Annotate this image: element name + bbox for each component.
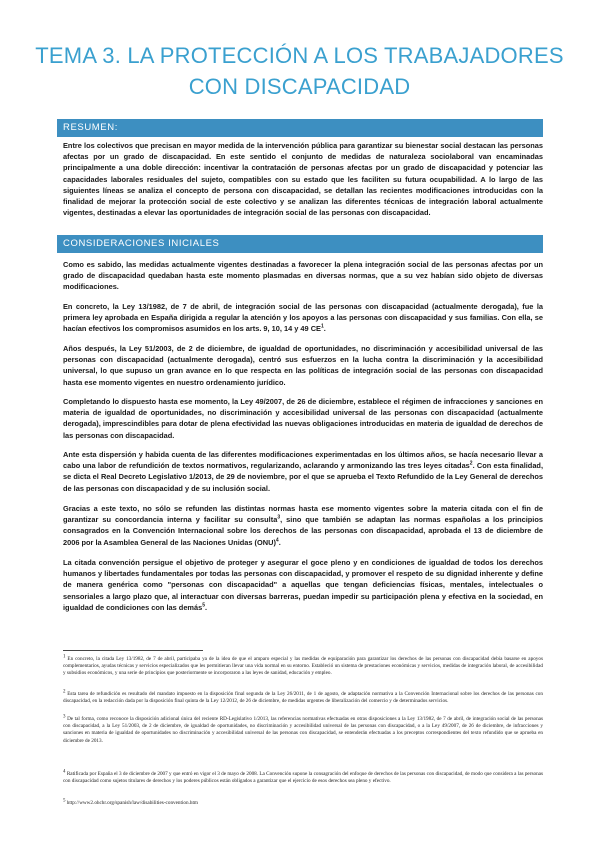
paragraph-2	[63, 301, 543, 335]
paragraph-5-text-b: . Con esta finalidad, se dicta el Real Decreto Legislativo 1/2013, de 29 de noviembre, por el que se aprueba el Texto Refundido de la Ley General de derechos de las personas con discapacidad y de su inclusión social.	[63, 461, 544, 493]
footnote-5	[63, 800, 543, 807]
paragraph-5-text-a: Ante esta dispersión y habida cuenta de las diferentes modificaciones experimentadas en los últimos años, se hacía necesario llevar a cabo una labor de refundición de textos normativos, regularizando, aclarando y armonizando las tres leyes citadas	[63, 450, 543, 471]
footnote-2-number: 2	[63, 689, 66, 695]
footnote-ref-3[interactable]: 3	[277, 514, 281, 521]
paragraph-6-text-b: , sino que también se adaptan las normas españolas a los principios consagrados en la Convención Internacional sobre los derechos de las personas con discapacidad, aprobada el 13 de diciembre de 2006 por la Asamblea General de las Naciones Unidas (ONU)	[63, 515, 543, 547]
page-title-line-1: TEMA 3. LA PROTECCIÓN A LOS TRABAJADORES	[35, 43, 564, 68]
paragraph-6	[63, 503, 543, 548]
footnote-1-number: 1	[63, 654, 66, 660]
footnote-4-number: 4	[63, 769, 66, 775]
footnote-1-text: En concreto, la citada Ley 13/1982, de 7 de abril, participaba ya de la idea de que el amparo especial y las medidas de equiparación para garantizar los derechos de las personas con discapacidad debía basarse en apoyos complementarios, ayudas técnicas y servicios especializados que les permitieran llevar una vida normal en su entorno. Estableció un sistema de prestaciones económicas y servicios, medidas de integración laboral, de accesibilidad y subsidios económicos, y una serie de principios que posteriormente se incorporaron a las leyes de sanidad, educación y empleo.	[63, 656, 544, 677]
page-title-line-2: CON DISCAPACIDAD	[188, 74, 411, 99]
paragraph-2-end: .	[323, 324, 326, 334]
paragraph-7	[63, 557, 543, 613]
footnote-3-number: 3	[63, 714, 66, 720]
paragraph-2-text: En concreto, la Ley 13/1982, de 7 de abril, de integración social de las personas con discapacidad (actualmente derogada), fue la primera ley aprobada en España dirigida a regular la atención y los apoyos a las personas con discapacidad y sus familias. Con ella, se hacían efectivos los compromisos asumidos en los arts. 9, 10, 14 y 49 CE	[63, 302, 543, 334]
resumen-text: Entre los colectivos que precisan en mayor medida de la intervención pública para garantizar su bienestar social destacan las personas afectas por un grado de discapacidad. En este sentido el conjunto de medidas de naturaleza sociolaboral van encaminadas principalmente a una doble dirección: incentivar la contratación de personas afectas por un grado de discapacidad y potenciar las capacidades laborales residuales del sujeto, compatibles con su estado que les faciliten su futura ocupabilidad. A lo largo de las siguientes líneas se analiza el concepto de persona con discapacidad, se detallan las recientes modificaciones introducidas con la finalidad de mejorar la protección social de este colectivo y se analizan las diferentes técnicas de integración laboral actualmente vigentes, destinadas a elevar las oportunidades de integración social de las personas con discapacidad.	[63, 141, 543, 218]
footnote-3	[63, 716, 543, 745]
paragraph-3: Años después, la Ley 51/2003, de 2 de diciembre, de igualdad de oportunidades, no discriminación y accesibilidad universal de las personas con discapacidad (actualmente derogada), centró sus esfuerzos en la lucha contra la discriminación y la accesibilidad universal, lo que supuso un gran avance en lo que respecta en las políticas de integración social de las personas con discapacidad hasta ese momento vigentes en nuestro ordenamiento jurídico.	[63, 344, 543, 387]
footnote-2	[63, 691, 543, 705]
footnote-4	[63, 771, 543, 785]
paragraph-7-end: .	[205, 602, 208, 612]
resumen-heading: RESUMEN:	[57, 119, 543, 137]
paragraph-7-text: La citada convención persigue el objetivo de proteger y asegurar el goce pleno y en condiciones de igualdad de todos los derechos humanos y libertades fundamentales por todas las personas con discapacidad, y promover el respeto de su dignidad inherente y define de manera genérica como "personas con discapacidad" a aquellas que tengan deficiencias físicas, mentales, intelectuales o sensoriales a largo plazo que, al interactuar con diversas barreras, puedan impedir su participación plena y efectiva en la sociedad, en igualdad de condiciones con las demás	[63, 558, 543, 612]
paragraph-6-text-a: Gracias a este texto, no sólo se refunden las distintas normas hasta ese momento vigentes sobre la materia citada con el fin de garantizar su concordancia interna y facilitar su consulta	[63, 504, 543, 525]
page-title	[24, 40, 575, 102]
footnote-ref-4[interactable]: 4	[275, 537, 279, 544]
paragraph-1: Como es sabido, las medidas actualmente vigentes destinadas a favorecer la plena integración social de las personas afectas por un grado de discapacidad quedaban hasta este momento plasmadas en diversas normas, que a su vez habían sido objeto de diversas modificaciones.	[63, 260, 543, 292]
footnote-divider	[63, 650, 203, 651]
footnote-3-text: De tal forma, como reconoce la disposición adicional única del reciente RD-Legislativo 1/2013, las referencias normativas efectuadas en otras disposiciones a la Ley 13/1982, de 7 de abril, de integración social de las personas con discapacidad, a la Ley 51/2003, de 2 de diciembre, de igualdad de oportunidades, no discriminación y accesibilidad universal de las personas con discapacidad, o a la Ley 49/2007, de 26 de diciembre, de infracciones y sanciones en materia de igualdad de oportunidades no discriminación y accesibilidad universal de las personas con discapacidad, se entenderán efectuadas a los preceptos correspondientes del texto refundido que se aprueba en diciembre de 2013.	[63, 716, 544, 744]
paragraph-5	[63, 449, 543, 494]
footnote-2-text: Esta tarea de refundición es resultado del mandato impuesto en la disposición final segunda de la Ley 26/2011, de 1 de agosto, de adaptación normativa a la Convención Internacional sobre los derechos de las personas con discapacidad, en la redacción dada por la disposición final quinta de la Ley 12/2012, de 26 de diciembre, de medidas urgentes de liberalización del comercio y de determinados servicios.	[63, 691, 543, 705]
paragraph-4: Completando lo dispuesto hasta ese momento, la Ley 49/2007, de 26 de diciembre, establece el régimen de infracciones y sanciones en materia de igualdad de oportunidades, no discriminación y accesibilidad universal de las personas con discapacidad (actualmente derogada), imprescindibles para dotar de plena efectividad las nuevas obligaciones introducidas en materia de igualdad de derechos de las personas con discapacidad.	[63, 397, 543, 440]
paragraph-6-end: .	[278, 537, 281, 547]
consideraciones-heading: CONSIDERACIONES INICIALES	[57, 235, 543, 253]
footnote-5-number: 5	[63, 798, 66, 804]
footnote-ref-1[interactable]: 1	[320, 323, 324, 330]
footnote-ref-2[interactable]: 2	[469, 460, 473, 467]
footnote-1	[63, 656, 543, 678]
footnote-5-link[interactable]: http://www2.ohchr.org/spanish/law/disabilities-convention.htm	[66, 800, 198, 806]
footnote-ref-5[interactable]: 5	[202, 602, 206, 609]
footnote-4-text: Ratificada por España el 3 de diciembre de 2007 y que entró en vigor el 3 de mayo de 2008. La Convención supone la consagración del enfoque de derechos de las personas con discapacidad, de modo que considera a las personas con discapacidad como sujetos titulares de derechos y los poderes públicos están obligados a garantizar que el ejercicio de esos derechos sea pleno y efectivo.	[63, 771, 543, 785]
